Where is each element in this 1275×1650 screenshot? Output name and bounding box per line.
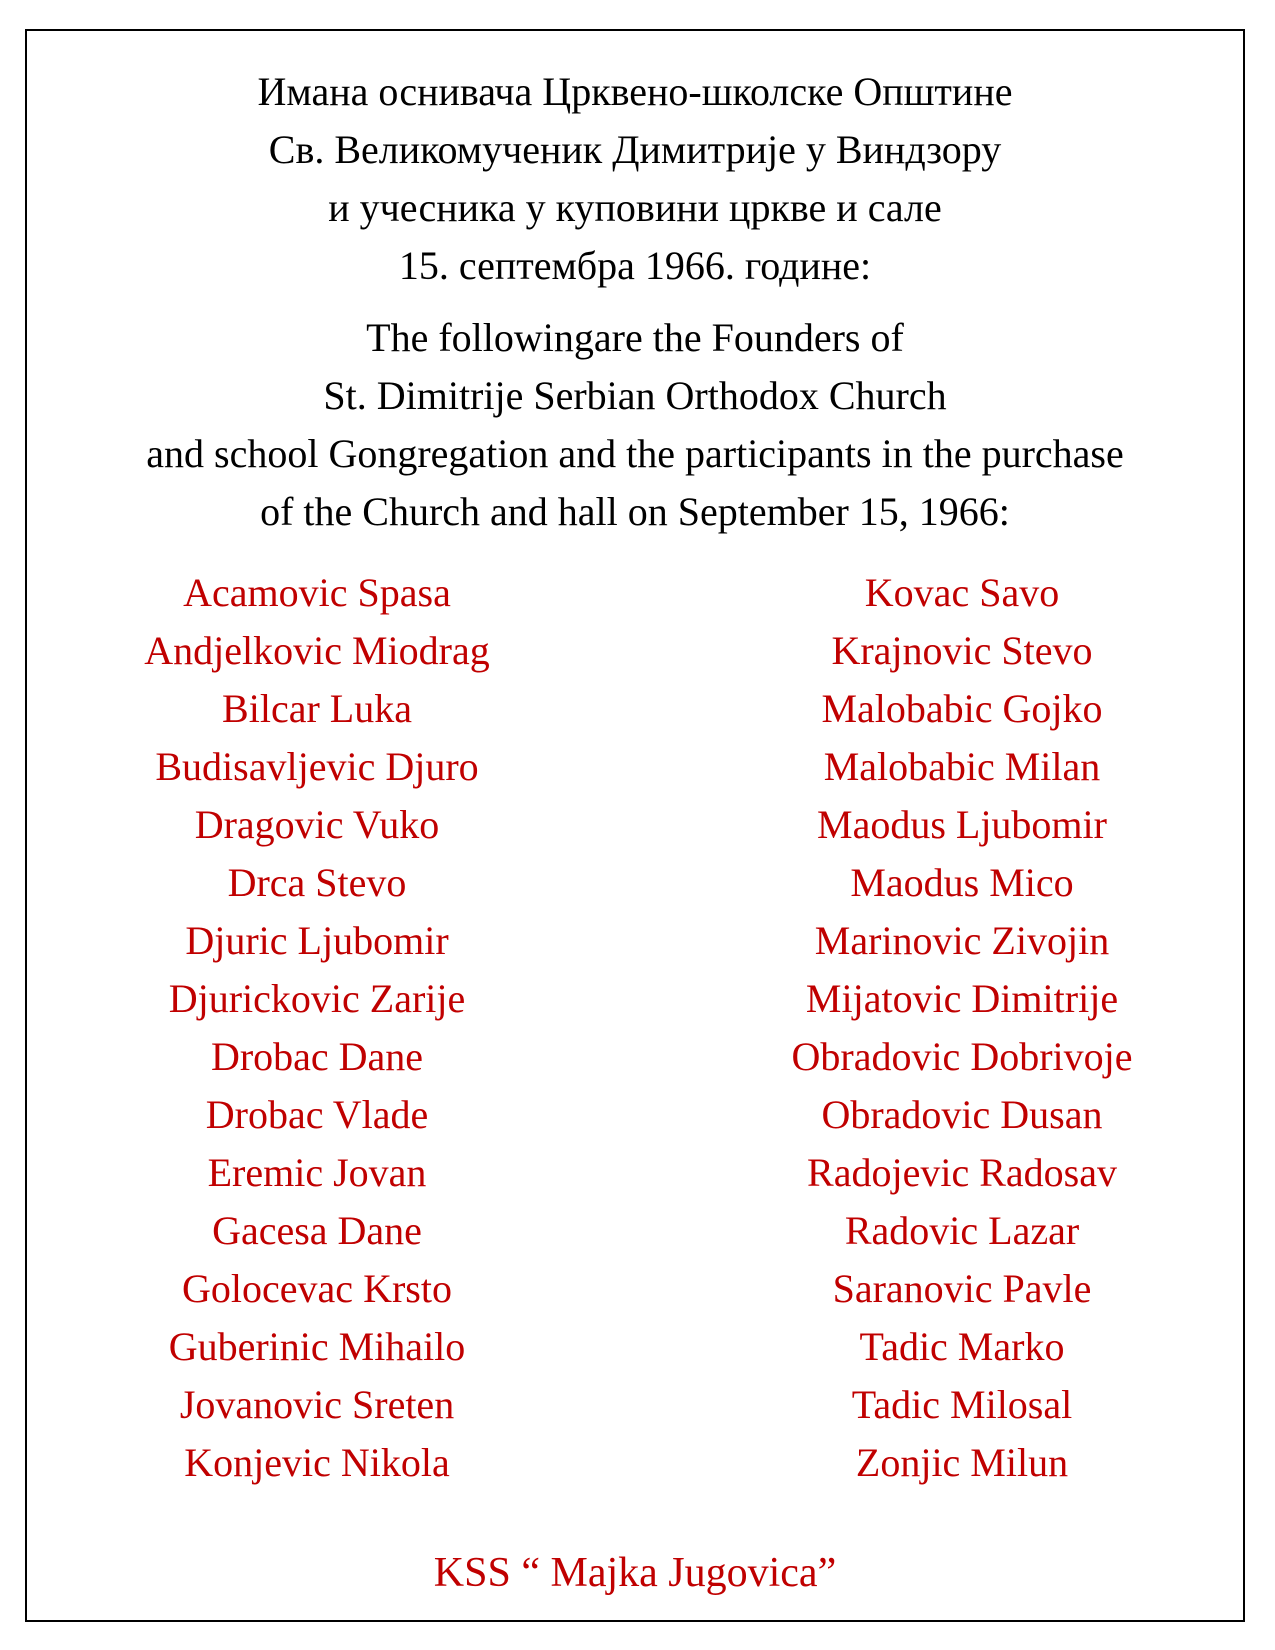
english-heading-line: St. Dimitrije Serbian Orthodox Church — [323, 373, 947, 418]
footer-organization: KSS “ Majka Jugovica” — [433, 1550, 837, 1596]
english-heading-line: The followingare the Founders of — [366, 315, 904, 360]
founder-name: Mijatovic Dimitrije — [805, 976, 1119, 1021]
founder-name: Jovanovic Sreten — [179, 1382, 455, 1427]
founders-list-left — [37, 564, 597, 1492]
founder-name: Radojevic Radosav — [807, 1150, 1117, 1195]
founder-name: Dragovic Vuko — [194, 802, 440, 847]
english-heading-line: of the Church and hall on September 15, 1966: — [260, 489, 1010, 534]
founder-name: Radovic Lazar — [844, 1208, 1080, 1253]
founder-name: Golocevac Krsto — [182, 1266, 452, 1311]
serbian-heading-line: Имана оснивача Црквено-школске Општине — [257, 69, 1013, 114]
founder-name: Malobabic Gojko — [821, 686, 1103, 731]
serbian-heading-line: 15. септембра 1966. године: — [398, 243, 872, 288]
founder-name: Drobac Vlade — [205, 1092, 429, 1137]
founder-name: Krajnovic Stevo — [831, 628, 1093, 673]
founder-name: Budisavljevic Djuro — [155, 744, 479, 789]
founder-name: Djuric Ljubomir — [185, 918, 449, 963]
founder-name: Andjelkovic Miodrag — [144, 628, 490, 673]
english-heading-line: and school Gongregation and the participants in the purchase — [146, 431, 1124, 476]
founder-name: Eremic Jovan — [207, 1150, 427, 1195]
founder-name: Zonjic Milun — [855, 1440, 1069, 1485]
founder-name: Gacesa Dane — [212, 1208, 422, 1253]
founder-name: Kovac Savo — [864, 570, 1060, 615]
founder-name: Tadic Milosal — [851, 1382, 1073, 1427]
founder-name: Saranovic Pavle — [832, 1266, 1092, 1311]
founder-name: Marinovic Zivojin — [814, 918, 1110, 963]
founder-name: Obradovic Dusan — [821, 1092, 1103, 1137]
serbian-heading-line: Св. Великомученик Димитрије у Виндзору — [268, 127, 1002, 172]
founder-name: Obradovic Dobrivoje — [791, 1034, 1133, 1079]
english-heading — [27, 309, 1243, 541]
serbian-heading — [27, 63, 1243, 295]
founder-name: Maodus Ljubomir — [817, 802, 1107, 847]
founder-name: Drobac Dane — [210, 1034, 424, 1079]
founder-name: Guberinic Mihailo — [168, 1324, 466, 1369]
founders-list-right — [682, 564, 1242, 1492]
founder-name: Bilcar Luka — [222, 686, 412, 731]
founder-name: Drca Stevo — [227, 860, 407, 905]
founder-name: Acamovic Spasa — [183, 570, 451, 615]
founder-name: Djurickovic Zarije — [168, 976, 466, 1021]
serbian-heading-line: и учесника у куповини цркве и сале — [328, 185, 942, 230]
document-frame — [25, 29, 1245, 1622]
founder-name: Malobabic Milan — [823, 744, 1101, 789]
founder-name: Maodus Mico — [850, 860, 1074, 905]
founder-name: Tadic Marko — [859, 1324, 1065, 1369]
founder-name: Konjevic Nikola — [184, 1440, 450, 1485]
